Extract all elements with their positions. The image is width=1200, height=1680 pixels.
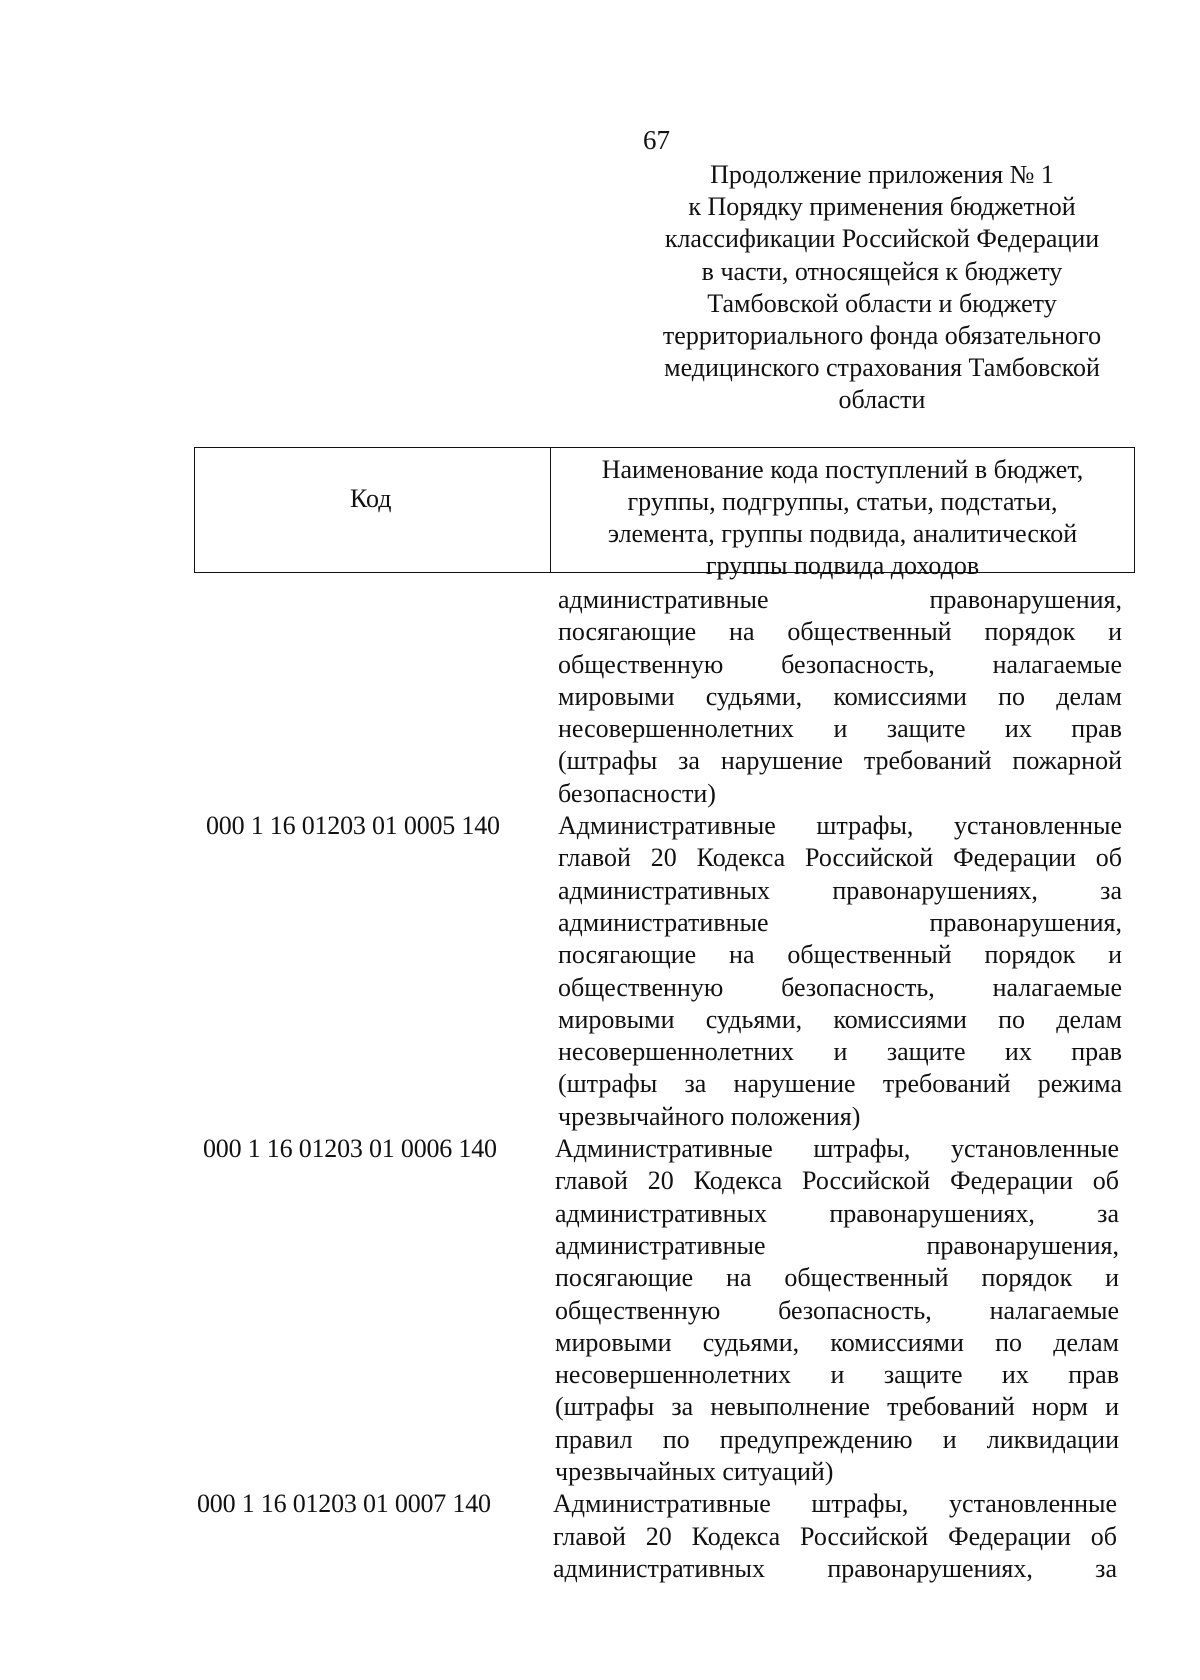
appendix-header-line: Тамбовской области и бюджету bbox=[707, 288, 1057, 318]
description-line: главой 20 Кодекса Российской Федерации об bbox=[555, 1166, 1119, 1196]
page-number: 67 bbox=[643, 125, 670, 155]
description-line: посягающие на общественный порядок и bbox=[555, 1263, 1119, 1293]
description-line: несовершеннолетних и защите их прав bbox=[555, 1360, 1119, 1390]
description-line: несовершеннолетних и защите их прав bbox=[558, 714, 1122, 744]
description-line: главой 20 Кодекса Российской Федерации об bbox=[558, 843, 1122, 873]
description-line: административных правонарушениях, за bbox=[555, 1198, 1119, 1228]
appendix-header-line: территориального фонда обязательного bbox=[662, 321, 1102, 351]
description-line: (штрафы за нарушение требований режима bbox=[558, 1069, 1122, 1099]
description-line: административные правонарушения, bbox=[555, 1230, 1119, 1260]
row-code: 000 1 16 01203 01 0005 140 bbox=[206, 811, 500, 841]
description-line: безопасности) bbox=[558, 778, 716, 808]
description-line: административные правонарушения, bbox=[558, 585, 1122, 614]
description-line: Административные штрафы, установленные bbox=[555, 1134, 1119, 1164]
appendix-header-line: к Порядку применения бюджетной bbox=[688, 192, 1076, 222]
row-code: 000 1 16 01203 01 0006 140 bbox=[203, 1134, 497, 1164]
appendix-header-line: в части, относящейся к бюджету bbox=[701, 256, 1063, 286]
description-line: мировыми судьями, комиссиями по делам bbox=[558, 681, 1122, 711]
table-header-name-line: группы, подгруппы, статьи, подстатьи, bbox=[627, 487, 1058, 516]
description-line: посягающие на общественный порядок и bbox=[558, 940, 1122, 970]
description-line: мировыми судьями, комиссиями по делам bbox=[555, 1327, 1119, 1357]
description-line: общественную безопасность, налагаемые bbox=[558, 649, 1122, 679]
row-description bbox=[555, 1133, 1119, 1488]
description-line: главой 20 Кодекса Российской Федерации об bbox=[553, 1521, 1117, 1551]
description-line: чрезвычайных ситуаций) bbox=[555, 1457, 834, 1487]
table-header-name-line: группы подвида доходов bbox=[705, 551, 980, 580]
description-line: правил по предупреждению и ликвидации bbox=[555, 1424, 1119, 1454]
table-row bbox=[180, 1488, 1140, 1585]
table-body bbox=[180, 584, 1140, 1585]
table-header-name-line: элемента, группы подвида, аналитической bbox=[607, 519, 1078, 548]
table-header bbox=[194, 447, 1135, 580]
description-line: административных правонарушениях, за bbox=[553, 1553, 1117, 1583]
description-line: (штрафы за невыполнение требований норм и bbox=[555, 1392, 1119, 1422]
table-row bbox=[180, 584, 1140, 810]
description-line: мировыми судьями, комиссиями по делам bbox=[558, 1004, 1122, 1034]
description-line: посягающие на общественный порядок и bbox=[558, 617, 1122, 647]
description-line: Административные штрафы, установленные bbox=[558, 811, 1122, 841]
description-line: административных правонарушениях, за bbox=[558, 875, 1122, 905]
description-line: (штрафы за нарушение требований пожарной bbox=[558, 746, 1122, 776]
appendix-header bbox=[630, 159, 1134, 417]
table-header-name-cell bbox=[551, 448, 1134, 580]
table-header-code-label: Код bbox=[350, 484, 392, 513]
description-line: Административные штрафы, установленные bbox=[553, 1489, 1117, 1519]
appendix-header-line: классификации Российской Федерации bbox=[664, 224, 1100, 254]
table-header-name-line: Наименование кода поступлений в бюджет, bbox=[601, 455, 1084, 484]
row-description bbox=[558, 584, 1122, 810]
row-description bbox=[558, 810, 1122, 1133]
description-line: общественную безопасность, налагаемые bbox=[555, 1295, 1119, 1325]
table-row bbox=[180, 810, 1140, 1133]
row-description bbox=[553, 1488, 1117, 1585]
description-line: чрезвычайного положения) bbox=[558, 1101, 861, 1131]
table-row bbox=[180, 1133, 1140, 1488]
description-line: административные правонарушения, bbox=[558, 907, 1122, 937]
row-code: 000 1 16 01203 01 0007 140 bbox=[197, 1489, 491, 1519]
appendix-header-line: медицинского страхования Тамбовской bbox=[664, 353, 1100, 383]
description-line: общественную безопасность, налагаемые bbox=[558, 972, 1122, 1002]
appendix-header-line: области bbox=[838, 385, 926, 415]
table-header-code-cell bbox=[195, 448, 551, 572]
description-line: несовершеннолетних и защите их прав bbox=[558, 1037, 1122, 1067]
appendix-header-line: Продолжение приложения № 1 bbox=[710, 160, 1054, 189]
